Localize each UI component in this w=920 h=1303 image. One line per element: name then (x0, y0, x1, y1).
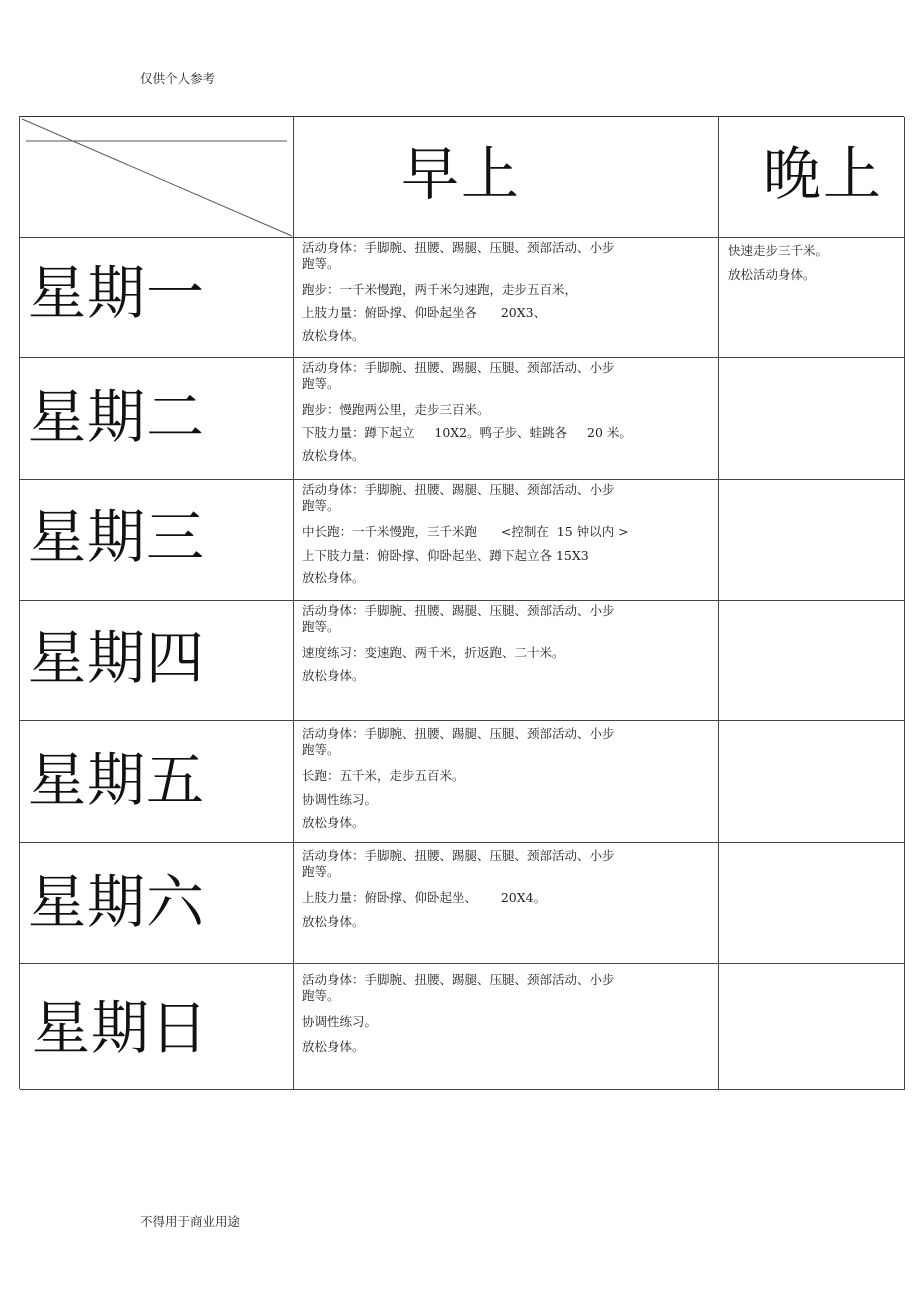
table-row (20, 358, 905, 480)
list-item: 跑等。 (302, 742, 340, 757)
day-cell (20, 843, 294, 963)
day-label: 星期二 (28, 383, 206, 451)
list-item: 活动身体：手脚腕、扭腰、踢腿、压腿、颈部活动、小步 (302, 360, 615, 375)
day-cell (20, 964, 294, 1089)
morning-cell (294, 721, 719, 842)
evening-cell (719, 358, 905, 479)
list-item: 活动身体：手脚腕、扭腰、踢腿、压腿、颈部活动、小步 (302, 240, 615, 255)
morning-cell (294, 601, 719, 720)
list-item: 跑等。 (302, 498, 340, 513)
morning-cell (294, 238, 719, 357)
list-item: 跑等。 (302, 864, 340, 879)
diagonal-lines (20, 117, 294, 238)
day-cell (20, 238, 294, 357)
list-item: 跑等。 (302, 256, 340, 271)
day-cell (20, 480, 294, 600)
morning-cell (294, 843, 719, 963)
list-item: 放松身体。 (302, 668, 365, 683)
list-item: 快速走步三千米。 (728, 243, 829, 258)
list-item: 放松身体。 (302, 914, 365, 929)
list-item: 长跑：五千米，走步五百米。 (302, 768, 465, 783)
evening-header-cell (719, 117, 905, 237)
table-row (20, 480, 905, 601)
table-row (20, 238, 905, 358)
evening-cell (719, 238, 905, 357)
footer-note: 不得用于商业用途 (140, 1214, 241, 1229)
list-item: 放松身体。 (302, 1039, 365, 1054)
evening-cell (719, 843, 905, 963)
list-item: 上下肢力量：俯卧撑、仰卧起坐、蹲下起立各 15X3 (302, 548, 589, 563)
morning-header: 早上 (401, 140, 522, 208)
table-row (20, 843, 905, 964)
evening-cell (719, 964, 905, 1089)
day-label: 星期四 (28, 624, 206, 692)
evening-cell (719, 601, 905, 720)
list-item: 协调性练习。 (302, 792, 378, 807)
list-item: 上肢力量：俯卧撑、仰卧起坐、 20X4。 (302, 890, 547, 905)
list-item: 活动身体：手脚腕、扭腰、踢腿、压腿、颈部活动、小步 (302, 603, 615, 618)
day-cell (20, 601, 294, 720)
day-label: 星期五 (28, 746, 206, 814)
table-row (20, 721, 905, 843)
list-item: 协调性练习。 (302, 1014, 378, 1029)
evening-header: 晚上 (763, 140, 884, 208)
training-schedule-table (19, 116, 904, 1089)
list-item: 下肢力量：蹲下起立 10X2。鸭子步、蛙跳各 20 米。 (302, 425, 632, 440)
list-item: 中长跑：一千米慢跑，三千米跑 <控制在 15 钟以内 > (302, 524, 629, 539)
morning-cell (294, 358, 719, 479)
list-item: 放松身体。 (302, 815, 365, 830)
list-item: 放松身体。 (302, 570, 365, 585)
day-cell (20, 358, 294, 479)
list-item: 跑等。 (302, 619, 340, 634)
list-item: 跑等。 (302, 988, 340, 1003)
morning-header-cell (294, 117, 719, 237)
list-item: 活动身体：手脚腕、扭腰、踢腿、压腿、颈部活动、小步 (302, 972, 615, 987)
day-label: 星期一 (28, 259, 206, 327)
header-note: 仅供个人参考 (140, 71, 216, 86)
evening-cell (719, 721, 905, 842)
day-label: 星期六 (28, 868, 206, 936)
list-item: 跑步：一千米慢跑，两千米匀速跑，走步五百米， (302, 282, 578, 297)
evening-cell (719, 480, 905, 600)
list-item: 跑等。 (302, 376, 340, 391)
day-label: 星期三 (28, 503, 206, 571)
day-cell (20, 721, 294, 842)
morning-cell (294, 480, 719, 600)
list-item: 放松身体。 (302, 328, 365, 343)
list-item: 上肢力量：俯卧撑、仰卧起坐各 20X3、 (302, 305, 547, 320)
list-item: 放松身体。 (302, 448, 365, 463)
table-header-row (20, 117, 905, 238)
table-row (20, 964, 905, 1090)
list-item: 放松活动身体。 (728, 267, 816, 282)
morning-cell (294, 964, 719, 1089)
list-item: 活动身体：手脚腕、扭腰、踢腿、压腿、颈部活动、小步 (302, 726, 615, 741)
corner-diagonal-cell (20, 117, 294, 237)
table-row (20, 601, 905, 721)
list-item: 跑步：慢跑两公里，走步三百米。 (302, 402, 490, 417)
list-item: 活动身体：手脚腕、扭腰、踢腿、压腿、颈部活动、小步 (302, 482, 615, 497)
day-label: 星期日 (32, 994, 210, 1062)
list-item: 速度练习：变速跑、两千米，折返跑、二十米。 (302, 645, 565, 660)
list-item: 活动身体：手脚腕、扭腰、踢腿、压腿、颈部活动、小步 (302, 848, 615, 863)
